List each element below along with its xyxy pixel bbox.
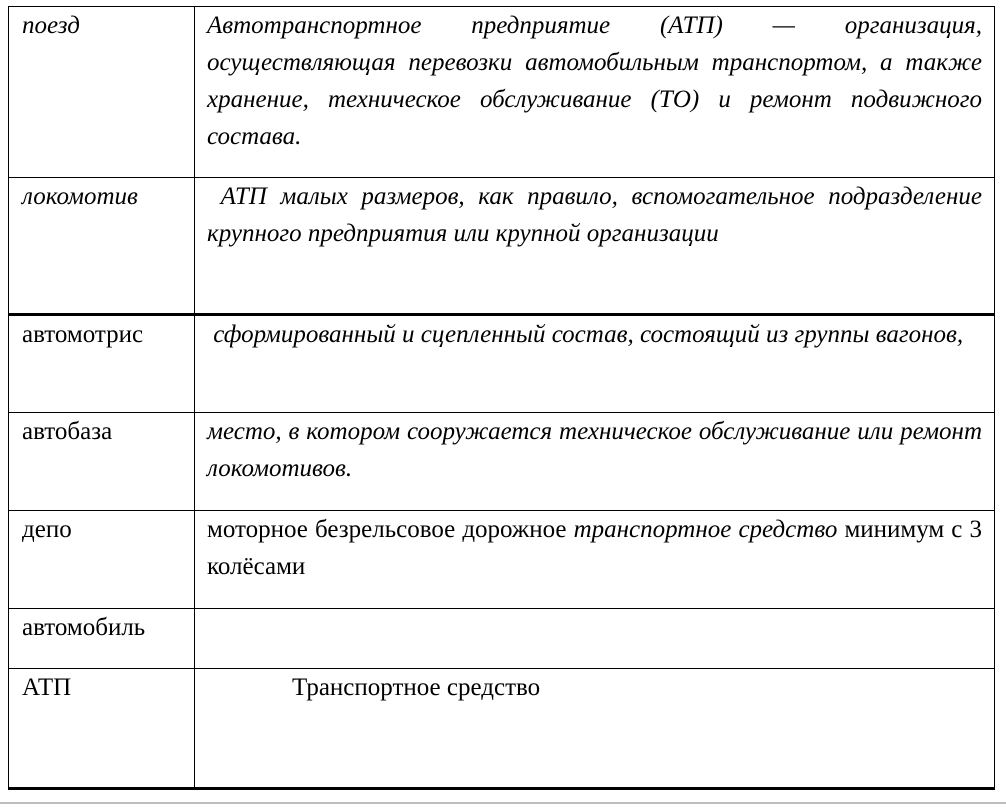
- definition-cell: [195, 511, 995, 609]
- definition-cell: Транспортное средство: [195, 669, 995, 789]
- table-row: [9, 7, 995, 178]
- definition-cell: место, в котором сооружается техническое обслуживание или ремонт локомотивов.: [195, 413, 995, 511]
- table-row: [9, 511, 995, 609]
- term-cell: локомотив: [9, 178, 195, 315]
- definition-cell: [195, 609, 995, 669]
- term-cell: депо: [9, 511, 195, 609]
- terms-table: [8, 6, 995, 790]
- term-cell: АТП: [9, 669, 195, 789]
- definition-cell: Автотранспортное предприятие (АТП) — организация, осуществляющая перевозки автомобильным транспортом, а также хранение, техническое обслуживание (ТО) и ремонт подвижного состава.: [195, 7, 995, 178]
- page-bottom-divider: [0, 802, 1006, 804]
- term-cell: автобаза: [9, 413, 195, 511]
- definition-text: минимум с 3 колёсами: [207, 516, 989, 580]
- table-row: [9, 178, 995, 315]
- table-row: [9, 609, 995, 669]
- definition-text-italic: транспортное средство: [573, 516, 838, 543]
- term-cell: поезд: [9, 7, 195, 178]
- term-cell: автомотрис: [9, 315, 195, 413]
- definition-text: моторное безрельсовое дорожное: [207, 516, 574, 543]
- table-row: [9, 413, 995, 511]
- table-row: [9, 315, 995, 413]
- table-row: [9, 669, 995, 789]
- definition-cell: АТП малых размеров, как правило, вспомогательное подразделение крупного предприятия или крупной организации: [195, 178, 995, 315]
- term-cell: автомобиль: [9, 609, 195, 669]
- definition-cell: сформированный и сцепленный состав, состоящий из группы вагонов,: [195, 315, 995, 413]
